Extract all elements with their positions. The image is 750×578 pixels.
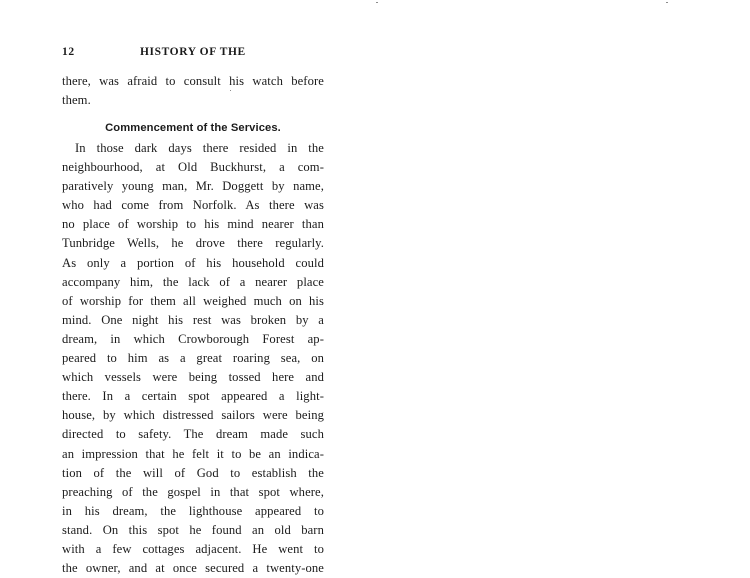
text-line: with a few cottages adjacent. He went to bbox=[62, 541, 324, 556]
page-header bbox=[62, 46, 324, 62]
text-line: As only a portion of his household could bbox=[62, 255, 324, 270]
text-line: stand. On this spot he found an old barn bbox=[62, 522, 324, 537]
text-line: mind. One night his rest was broken by a bbox=[62, 312, 324, 327]
scan-speck bbox=[376, 2, 378, 3]
text-line: neighbourhood, at Old Buckhurst, a com- bbox=[62, 160, 324, 175]
page-number: 12 bbox=[62, 46, 75, 58]
scan-speck bbox=[230, 90, 231, 91]
text-line: there, was afraid to consult his watch before bbox=[62, 74, 324, 88]
running-head: HISTORY OF THE bbox=[140, 46, 246, 58]
text-line: tion of the will of God to establish the bbox=[62, 465, 324, 480]
body-paragraph bbox=[62, 139, 324, 578]
text-line: directed to safety. The dream made such bbox=[62, 427, 324, 442]
text-line: paratively young man, Mr. Doggett by name, bbox=[62, 179, 324, 194]
text-line: accompany him, the lack of a nearer place bbox=[62, 274, 324, 289]
text-line: there. In a certain spot appeared a light- bbox=[62, 389, 324, 404]
text-line: In those dark days there resided in the bbox=[75, 141, 324, 155]
text-line: an impression that he felt it to be an indica- bbox=[62, 446, 324, 461]
section-heading: Commencement of the Services. bbox=[105, 122, 281, 134]
text-line: in his dream, the lighthouse appeared to bbox=[62, 503, 324, 518]
scan-speck bbox=[666, 2, 668, 3]
text-line: peared to him as a great roaring sea, on bbox=[62, 351, 324, 366]
text-line: them. bbox=[62, 93, 91, 108]
text-line: which vessels were being tossed here and bbox=[62, 370, 324, 385]
text-line: of worship for them all weighed much on his bbox=[62, 293, 324, 308]
text-line: house, by which distressed sailors were being bbox=[62, 408, 324, 423]
text-line: dream, in which Crowborough Forest ap- bbox=[62, 331, 324, 346]
text-line: who had come from Norfolk. As there was bbox=[62, 198, 324, 213]
continuation-text bbox=[62, 72, 324, 110]
text-line: Tunbridge Wells, he drove there regularly. bbox=[62, 236, 324, 251]
text-line: preaching of the gospel in that spot where, bbox=[62, 484, 324, 499]
text-line: no place of worship to his mind nearer than bbox=[62, 217, 324, 232]
text-line: the owner, and at once secured a twenty-one bbox=[62, 561, 324, 576]
